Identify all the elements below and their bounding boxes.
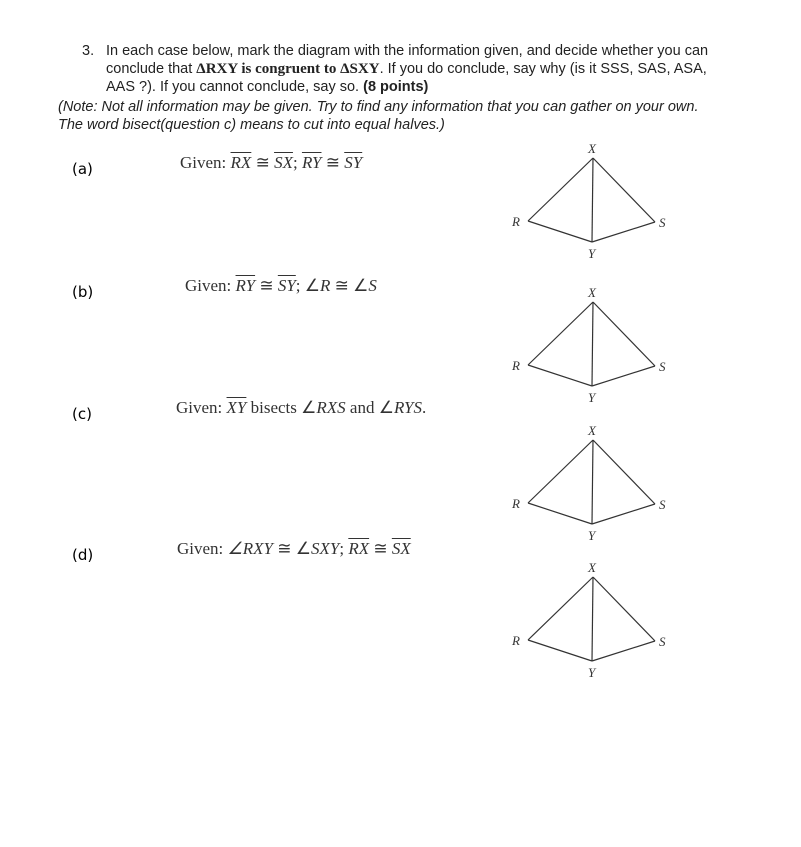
segment-line <box>592 440 593 524</box>
segment-line <box>592 158 593 242</box>
angle: S <box>368 276 377 295</box>
segment: $\overline{XY}$ <box>226 398 247 417</box>
part-b-label: (b) <box>72 283 94 301</box>
vertex-label: Y <box>588 528 596 543</box>
segment-line <box>593 302 655 366</box>
kite-diagram <box>511 141 666 261</box>
segment-line <box>593 577 655 641</box>
segment-line <box>528 302 593 365</box>
segment-line <box>592 302 593 386</box>
vertex-label: S <box>659 497 666 512</box>
vertex-label: X <box>588 423 596 438</box>
segment: $\overline{RY}$ <box>235 276 256 295</box>
angle: RYS <box>393 398 423 417</box>
vertex-label: Y <box>588 665 596 680</box>
kite-diagram <box>511 560 666 680</box>
vertex-label: R <box>512 633 520 648</box>
given-word: Given: <box>185 276 232 295</box>
given-word: Given: <box>180 153 227 172</box>
segment-line <box>592 222 655 242</box>
segment-line <box>528 440 593 503</box>
vertex-label: R <box>512 496 520 511</box>
segment-line <box>528 577 593 640</box>
symbol: ; <box>339 539 349 558</box>
vertex-label: X <box>588 141 596 156</box>
segment: $\overline{SX}$ <box>391 539 411 558</box>
angle: R <box>320 276 331 295</box>
segment-line <box>528 158 593 221</box>
segment-line <box>528 365 592 386</box>
text: conclude that <box>106 61 197 77</box>
angle: ∠RXY <box>227 539 273 558</box>
vertex-label: X <box>588 560 596 575</box>
note-line-1: (Note: Not all information may be given. Try to find any information that you can gather on your own. <box>58 99 699 115</box>
segment-line <box>592 641 655 661</box>
vertex-label: S <box>659 634 666 649</box>
segment-line <box>592 366 655 386</box>
segment: $\overline{RX}$ <box>230 153 252 172</box>
segment-line <box>528 503 592 524</box>
text: . If you do conclude, say why (is it SSS, SAS, ASA, <box>379 61 707 77</box>
given-word: Given: <box>176 398 223 417</box>
symbol: ≅ ∠ <box>273 539 311 558</box>
question-line-1: In each case below, mark the diagram with the information given, and decide whether you can <box>106 43 709 59</box>
given-word: Given: <box>177 539 224 558</box>
symbol: ≅ <box>369 539 392 558</box>
symbol: ≅ <box>255 276 278 295</box>
segment-line <box>528 640 592 661</box>
vertex-label: X <box>588 285 596 300</box>
note-line-2: The word bisect(question c) means to cut into equal halves.) <box>58 117 445 133</box>
symbol: ≅ ∠ <box>330 276 369 295</box>
points: (8 points) <box>363 79 429 95</box>
segment-line <box>593 158 655 222</box>
symbol: ; ∠ <box>295 276 321 295</box>
symbol: ; <box>292 153 302 172</box>
vertex-label: Y <box>588 246 596 261</box>
text: . <box>422 398 427 417</box>
text: and ∠ <box>345 398 394 417</box>
segment: $\overline{SX}$ <box>274 153 293 172</box>
part-c-label: (c) <box>72 405 92 423</box>
vertex-label: S <box>659 359 666 374</box>
angle: SXY <box>310 539 340 558</box>
text: bisects ∠ <box>246 398 317 417</box>
part-d-label: (d) <box>72 546 94 564</box>
vertex-label: R <box>512 214 520 229</box>
segment: $\overline{RY}$ <box>301 153 322 172</box>
segment-line <box>593 440 655 504</box>
vertex-label: R <box>512 358 520 373</box>
kite-diagram <box>511 423 666 543</box>
kite-diagram <box>511 285 666 405</box>
symbol: ≅ <box>251 153 275 172</box>
vertex-label: Y <box>588 390 596 405</box>
segment: $\overline{RX}$ <box>348 539 370 558</box>
question-number: 3. <box>82 43 95 59</box>
vertex-label: S <box>659 215 666 230</box>
segment: $\overline{SY}$ <box>277 276 296 295</box>
angle: RXS <box>316 398 346 417</box>
symbol: ≅ <box>321 153 345 172</box>
segment-line <box>592 504 655 524</box>
text: AAS ?). If you cannot conclude, say so. <box>106 79 364 95</box>
congruence-statement: ΔRXY is congruent to ΔSXY <box>196 61 380 77</box>
segment: $\overline{SY}$ <box>344 153 363 172</box>
segment-line <box>592 577 593 661</box>
part-a-label: (a) <box>72 160 93 178</box>
segment-line <box>528 221 592 242</box>
